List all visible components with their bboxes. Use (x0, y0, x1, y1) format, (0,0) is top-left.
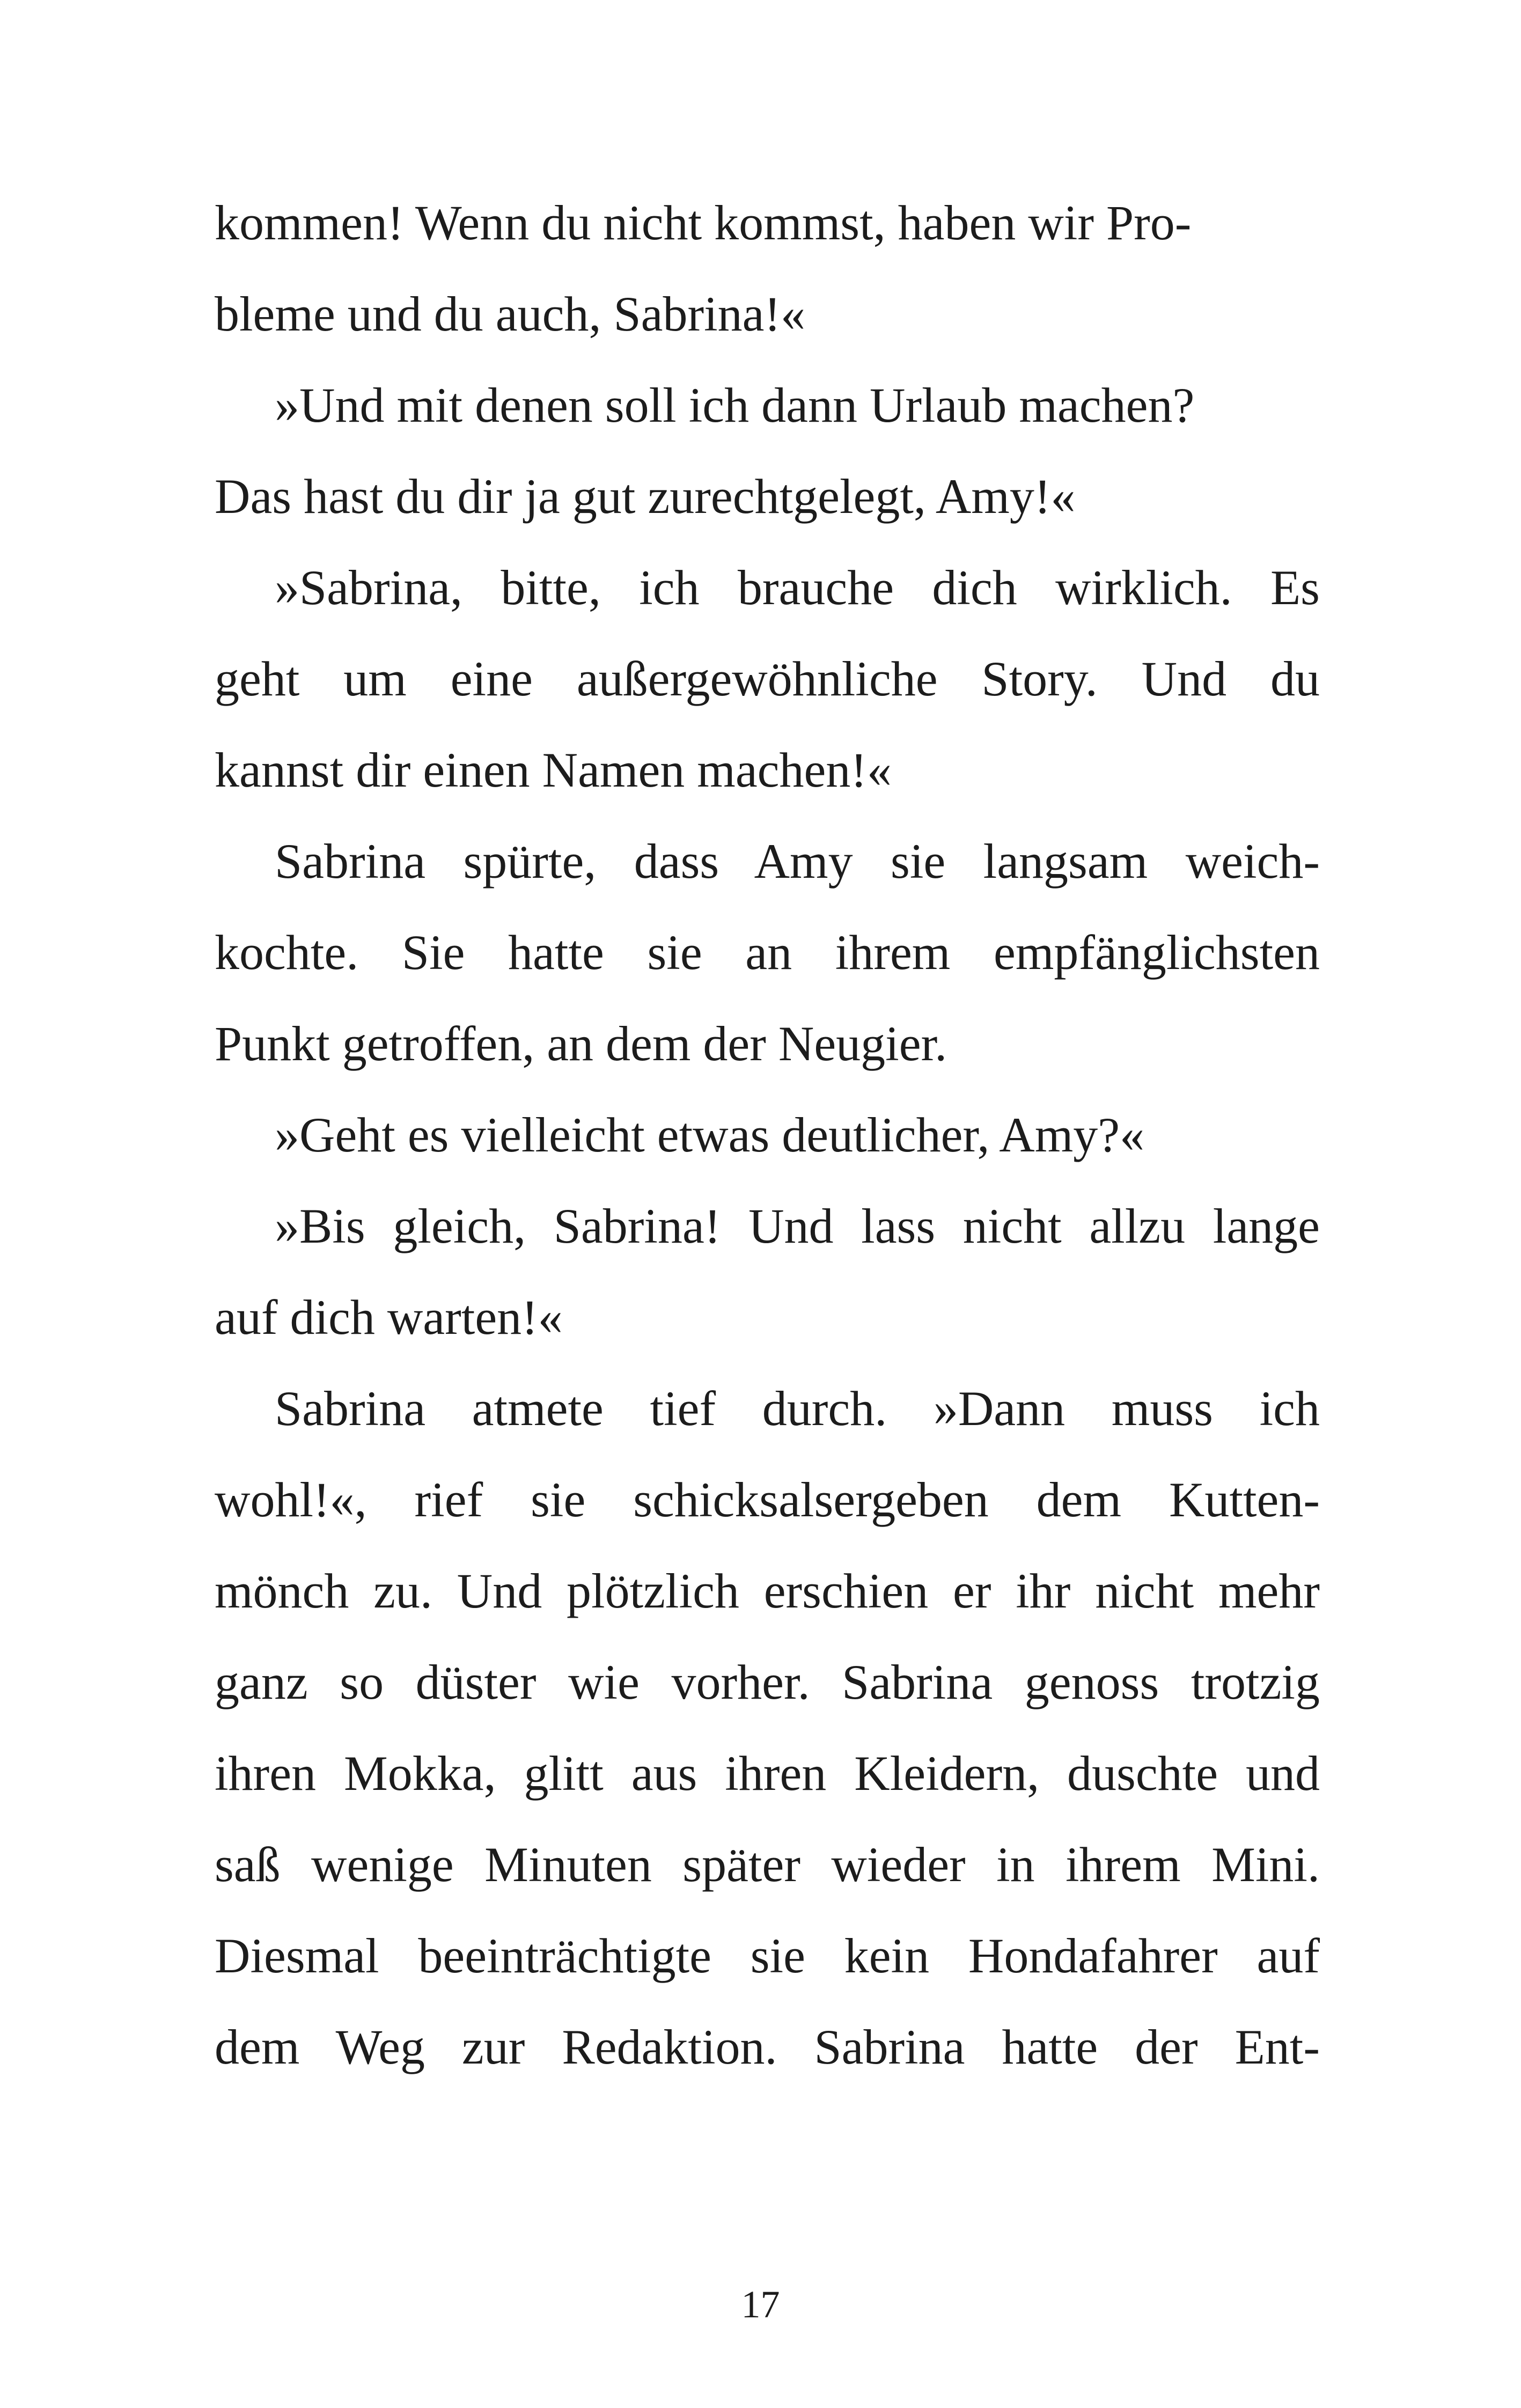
text-line: geht um eine außergewöhnliche Story. Und du (215, 651, 1320, 706)
text-line: ganz so düster wie vorher. Sabrina genoss trotzig (215, 1655, 1320, 1709)
text-line: kochte. Sie hatte sie an ihrem empfänglichsten (215, 925, 1320, 980)
text-line: Das hast du dir ja gut zurechtgelegt, Amy!« (215, 469, 1076, 524)
text-line: Sabrina atmete tief durch. »Dann muss ich (275, 1381, 1320, 1436)
body-text (215, 177, 1320, 2093)
text-line: ihren Mokka, glitt aus ihren Kleidern, duschte und (215, 1746, 1320, 1801)
text-line: kommen! Wenn du nicht kommst, haben wir Pro- (215, 195, 1192, 250)
text-line: wohl!«, rief sie schicksalsergeben dem Kutten- (215, 1472, 1320, 1527)
text-line: »Bis gleich, Sabrina! Und lass nicht allzu lange (275, 1199, 1320, 1253)
text-line: auf dich warten!« (215, 1290, 563, 1345)
text-line: Diesmal beeinträchtigte sie kein Hondafahrer auf (215, 1928, 1320, 1983)
page-number: 17 (741, 2283, 780, 2326)
text-line: »Und mit denen soll ich dann Urlaub machen? (275, 378, 1195, 432)
text-line: bleme und du auch, Sabrina!« (215, 287, 806, 341)
text-line: Punkt getroffen, an dem der Neugier. (215, 1016, 947, 1071)
text-line: dem Weg zur Redaktion. Sabrina hatte der Ent- (215, 2020, 1320, 2074)
text-line: kannst dir einen Namen machen!« (215, 743, 892, 797)
text-line: »Geht es vielleicht etwas deutlicher, Amy?« (275, 1107, 1145, 1162)
text-line: saß wenige Minuten später wieder in ihrem Mini. (215, 1837, 1320, 1892)
text-line: mönch zu. Und plötzlich erschien er ihr nicht mehr (215, 1563, 1320, 1618)
text-line: »Sabrina, bitte, ich brauche dich wirklich. Es (275, 560, 1320, 615)
text-line: Sabrina spürte, dass Amy sie langsam weich- (275, 834, 1320, 889)
